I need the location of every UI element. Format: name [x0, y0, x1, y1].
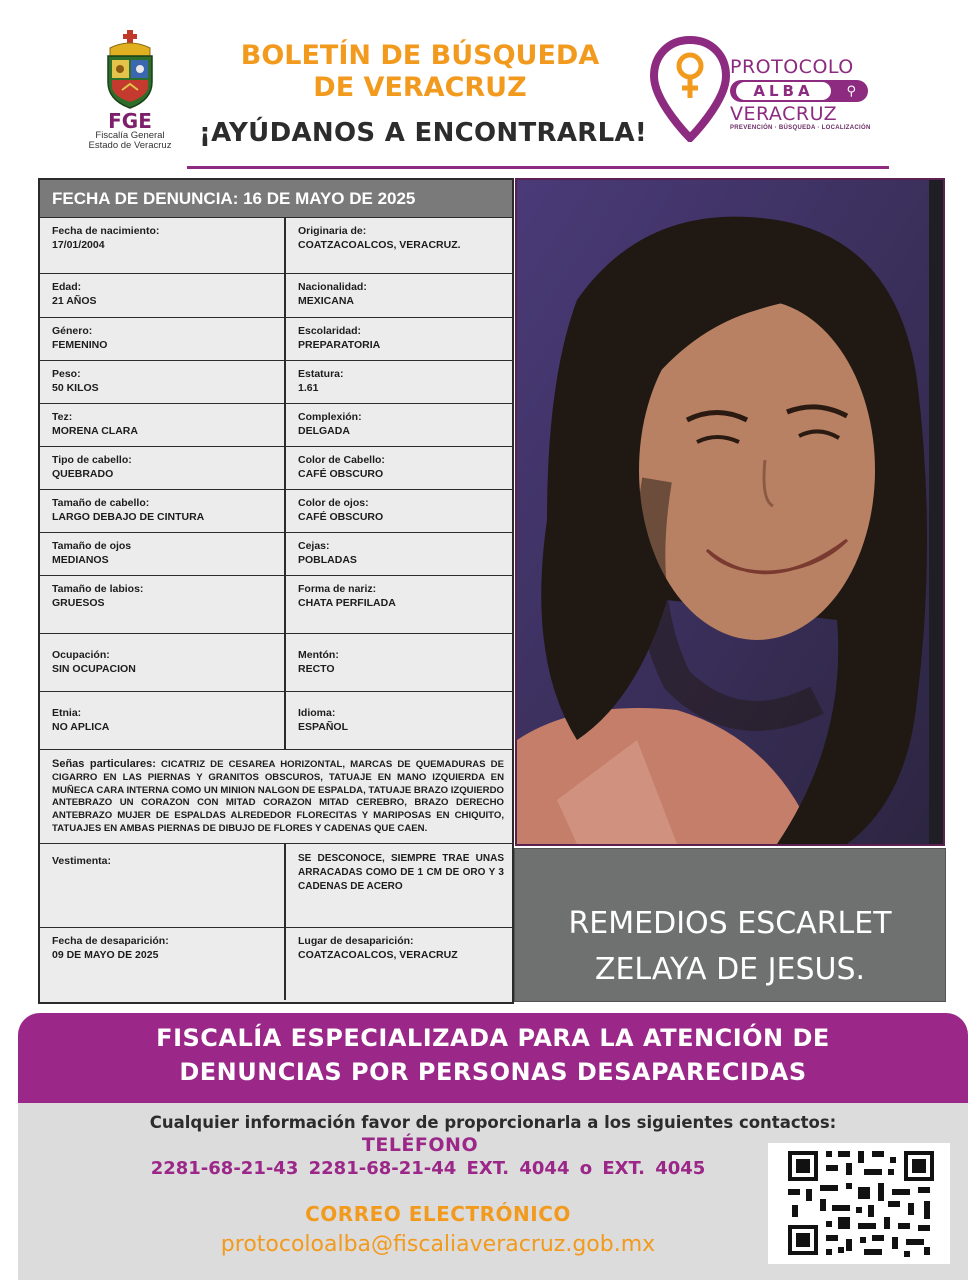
title-line2: DE VERACRUZ	[313, 72, 527, 103]
portrait-illustration	[517, 180, 943, 844]
email-label: CORREO ELECTRÓNICO	[305, 1202, 571, 1226]
name-line1: REMEDIOS ESCARLET	[568, 906, 892, 941]
info-value: CAFÉ OBSCURO	[298, 468, 384, 480]
report-date-header: FECHA DE DENUNCIA: 16 DE MAYO DE 2025	[40, 180, 512, 217]
table-row	[40, 575, 512, 633]
info-label: Fecha de nacimiento:	[52, 225, 160, 237]
info-label: Peso:	[52, 368, 81, 380]
info-cell	[40, 218, 286, 273]
disappearance-place-value: COATZACOALCOS, VERACRUZ	[298, 949, 458, 961]
info-label: Tipo de cabello:	[52, 454, 132, 466]
person-info-table	[38, 178, 514, 1004]
info-cell	[40, 844, 286, 927]
info-label: Estatura:	[298, 368, 344, 380]
info-label: Color de Cabello:	[298, 454, 385, 466]
missing-person-name	[515, 901, 945, 993]
info-label: Idioma:	[298, 707, 336, 719]
info-value: 50 KILOS	[52, 382, 99, 394]
protocolo-word: PROTOCOLO	[730, 56, 854, 78]
info-value: CHATA PERFILADA	[298, 597, 396, 609]
info-cell	[286, 692, 512, 749]
phone-label: TELÉFONO	[361, 1134, 479, 1156]
clothing-value: SE DESCONOCE, SIEMPRE TRAE UNAS ARRACADAS COMO DE 1 CM DE ORO Y 3 CADENAS DE ACERO	[298, 853, 504, 892]
table-row	[40, 403, 512, 446]
info-value: 1.61	[298, 382, 319, 394]
info-label: Forma de nariz:	[298, 583, 377, 595]
info-cell	[286, 318, 512, 360]
info-label: Originaria de:	[298, 225, 367, 237]
disappearance-date-label: Fecha de desaparición:	[52, 935, 169, 947]
missing-person-photo	[515, 178, 945, 846]
disappearance-place-label: Lugar de desaparición:	[298, 935, 414, 947]
info-cell	[40, 634, 286, 691]
info-label: Etnia:	[52, 707, 82, 719]
veracruz-coat-of-arms-icon	[98, 30, 162, 110]
table-row	[40, 489, 512, 532]
info-cell	[40, 404, 286, 446]
info-cell	[286, 634, 512, 691]
info-cell	[40, 576, 286, 633]
table-row	[40, 927, 512, 1000]
title-line1: BOLETÍN DE BÚSQUEDA	[240, 40, 600, 71]
senas-value: CICATRIZ DE CESAREA HORIZONTAL, MARCAS DE QUEMADURAS DE CIGARRO EN LAS PIERNAS Y GRANITOS OBSCUROS, TATUAJE EN MANO IZQUIERDA EN MUÑECA CARA INTERNA COMO UN MINION NALGON DE ESPALDA, TATUAJE BRAZO IZQUIERDO ANTEBRAZO UN CORAZON CON MITAD CORAZON MITAD CEREBRO, BRAZO DERECHO ANTEBRAZO MUJER DE ESPALDAS ALREDEDOR FLORECITAS Y MARIPOSAS EN CHIQUITO, TATUAJES EN AMBAS PIERNAS DE DIBUJO DE FLORES Y CADENAS QUE CAEN.	[52, 759, 504, 834]
info-value: MEXICANA	[298, 295, 355, 307]
table-row	[40, 360, 512, 403]
agency-name	[18, 1021, 968, 1089]
agency-line2: DENUNCIAS POR PERSONAS DESAPARECIDAS	[179, 1058, 807, 1086]
table-row	[40, 532, 512, 575]
info-label: Tamaño de cabello:	[52, 497, 150, 509]
veracruz-word: VERACRUZ	[730, 103, 838, 125]
name-line2: ZELAYA DE JESUS.	[594, 952, 866, 987]
senas-label: Señas particulares:	[52, 758, 156, 770]
protocolo-tagline: PREVENCIÓN · BÚSQUEDA · LOCALIZACIÓN	[730, 125, 871, 131]
info-label: Cejas:	[298, 540, 330, 552]
info-value: COATZACOALCOS, VERACRUZ.	[298, 239, 461, 251]
table-row	[40, 317, 512, 360]
table-row	[40, 691, 512, 749]
info-cell	[40, 361, 286, 403]
info-cell	[286, 218, 512, 273]
clothing-label: Vestimenta:	[52, 855, 111, 867]
info-label: Escolaridad:	[298, 325, 362, 337]
info-cell	[40, 447, 286, 489]
info-label: Género:	[52, 325, 93, 337]
info-cell	[286, 490, 512, 532]
info-cell	[286, 361, 512, 403]
table-row	[40, 843, 512, 927]
table-row	[40, 273, 512, 317]
info-cell	[286, 533, 512, 575]
info-label: Edad:	[52, 281, 82, 293]
info-cell	[286, 844, 512, 927]
info-label: Tamaño de ojos	[52, 540, 132, 552]
info-value: 17/01/2004	[52, 239, 105, 251]
info-value: NO APLICA	[52, 721, 110, 733]
info-cell	[286, 274, 512, 317]
info-value: MORENA CLARA	[52, 425, 138, 437]
bulletin-subtitle: ¡AYÚDANOS A ENCONTRARLA!	[198, 118, 648, 148]
email-link[interactable]: protocoloalba@fiscaliaveracruz.gob.mx	[220, 1232, 656, 1257]
contact-intro: Cualquier información favor de proporcionarla a los siguientes contactos:	[149, 1113, 837, 1132]
qr-code[interactable]	[768, 1143, 950, 1264]
info-value: CAFÉ OBSCURO	[298, 511, 384, 523]
info-value: SIN OCUPACION	[52, 663, 136, 675]
info-value: GRUESOS	[52, 597, 105, 609]
info-value: RECTO	[298, 663, 335, 675]
alba-word: ALBA	[736, 82, 831, 100]
agency-line1: FISCALÍA ESPECIALIZADA PARA LA ATENCIÓN DE	[156, 1024, 830, 1052]
info-value: LARGO DEBAJO DE CINTURA	[52, 511, 205, 523]
table-row	[40, 633, 512, 691]
info-value: FEMENINO	[52, 339, 108, 351]
fge-name-line2: Estado de Veracruz	[88, 140, 172, 151]
info-label: Complexión:	[298, 411, 362, 423]
distinguishing-marks	[40, 749, 512, 843]
info-label: Nacionalidad:	[298, 281, 367, 293]
info-value: QUEBRADO	[52, 468, 114, 480]
info-cell	[40, 490, 286, 532]
info-label: Tamaño de labios:	[52, 583, 144, 595]
info-cell	[286, 928, 512, 1000]
fge-logo	[78, 30, 182, 155]
header-divider	[187, 166, 889, 169]
fge-name-line1: Fiscalía General	[95, 130, 165, 141]
alba-pill	[730, 80, 868, 102]
info-value: DELGADA	[298, 425, 350, 437]
info-cell	[40, 274, 286, 317]
info-cell	[286, 576, 512, 633]
info-value: POBLADAS	[298, 554, 357, 566]
info-value: PREPARATORIA	[298, 339, 381, 351]
protocolo-alba-logo	[730, 56, 880, 131]
fge-abbreviation: FGE	[108, 109, 152, 133]
agency-banner	[18, 1013, 968, 1103]
bulletin-title	[200, 40, 640, 104]
info-label: Color de ojos:	[298, 497, 369, 509]
qr-code-icon	[768, 1143, 950, 1264]
info-cell	[40, 692, 286, 749]
table-row	[40, 217, 512, 273]
info-label: Tez:	[52, 411, 73, 423]
info-cell	[40, 318, 286, 360]
info-cell	[286, 447, 512, 489]
info-value: ESPAÑOL	[298, 721, 348, 733]
phone-numbers[interactable]: 2281-68-21-43 2281-68-21-44 EXT. 4044 o EXT. 4045	[150, 1158, 706, 1179]
table-row	[40, 446, 512, 489]
info-cell	[286, 404, 512, 446]
info-label: Mentón:	[298, 649, 339, 661]
search-icon: ⚲	[846, 83, 856, 98]
info-cell	[40, 928, 286, 1000]
female-symbol-pin-icon	[650, 36, 730, 142]
info-cell	[40, 533, 286, 575]
missing-person-name-box	[514, 848, 946, 1002]
info-value: MEDIANOS	[52, 554, 109, 566]
info-value: 21 AÑOS	[52, 295, 97, 307]
disappearance-date-value: 09 DE MAYO DE 2025	[52, 949, 159, 961]
info-label: Ocupación:	[52, 649, 110, 661]
